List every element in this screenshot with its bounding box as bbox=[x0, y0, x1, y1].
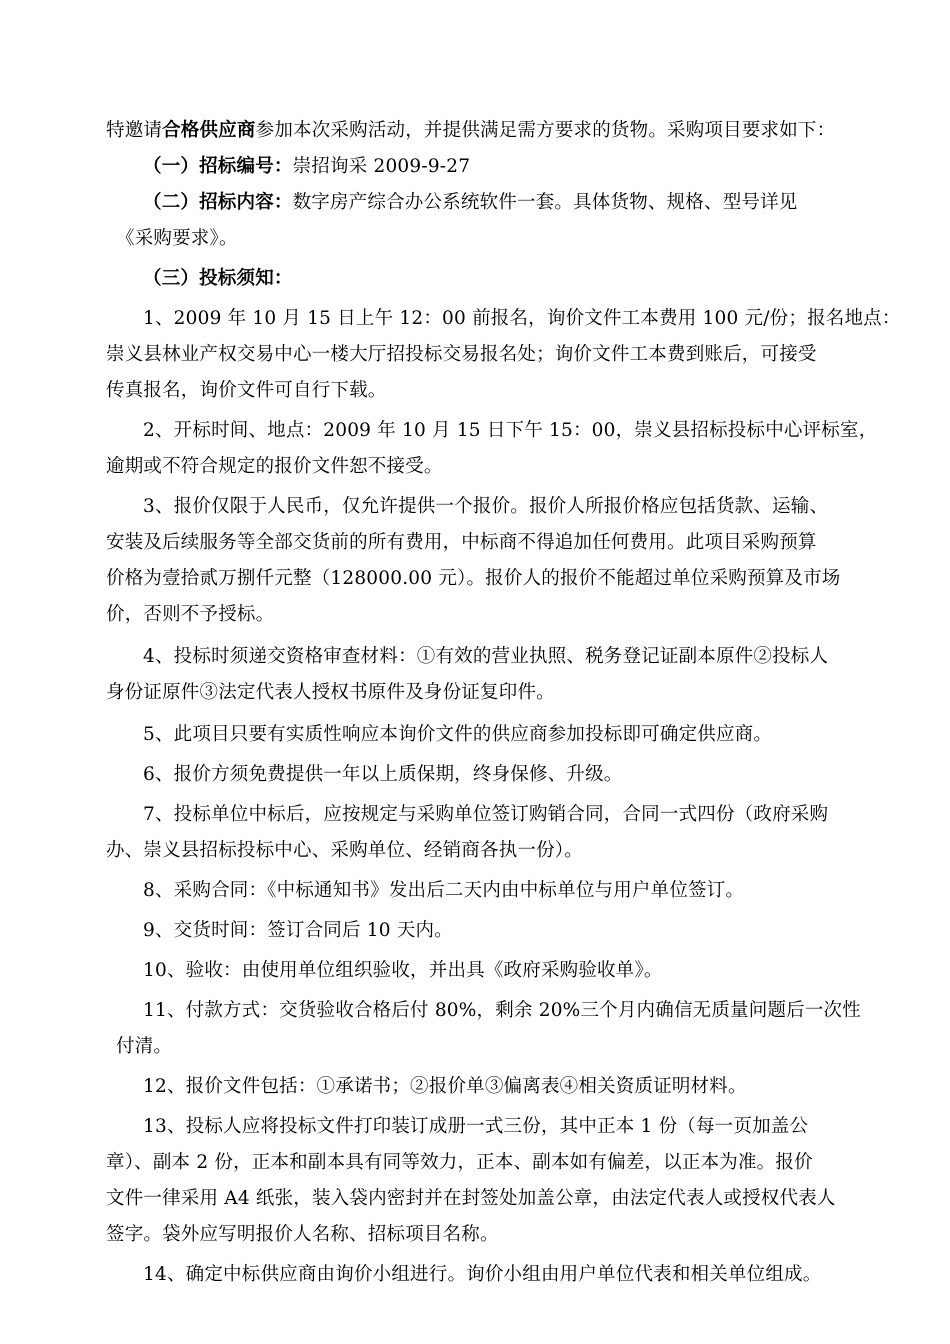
item-4-line-1: 4、投标时须递交资格审查材料：①有效的营业执照、税务登记证副本原件②投标人 bbox=[143, 646, 829, 667]
item-8-line-1: 8、采购合同：《中标通知书》发出后二天内由中标单位与用户单位签订。 bbox=[143, 880, 745, 901]
item-3-line-3: 价格为壹拾贰万捌仟元整（128000.00 元）。报价人的报价不能超过单位采购预算及市场 bbox=[106, 568, 841, 589]
item-11-line-2: 付清。 bbox=[116, 1036, 173, 1057]
intro-text-bold: 合格供应商 bbox=[162, 120, 256, 141]
item-1-line-1: 1、2009 年 10 月 15 日上午 12：00 前报名，询价文件工本费用 100 元/份；报名地点： bbox=[143, 308, 901, 329]
item-3-line-1: 3、报价仅限于人民币，仅允许提供一个报价。报价人所报价格应包括货款、运输、 bbox=[143, 496, 829, 517]
item-3-line-2: 安装及后续服务等全部交货前的所有费用，中标商不得追加任何费用。此项目采购预算 bbox=[106, 532, 817, 553]
item-7-line-2: 办、崇义县招标投标中心、采购单位、经销商各执一份）。 bbox=[106, 840, 583, 861]
item-2-line-2: 逾期或不符合规定的报价文件恕不接受。 bbox=[106, 456, 443, 477]
item-13-line-4: 签字。袋外应写明报价人名称、招标项目名称。 bbox=[106, 1224, 499, 1245]
item-11-line-1: 11、付款方式：交货验收合格后付 80%，剩余 20%三个月内确信无质量问题后一次性 bbox=[143, 1000, 861, 1021]
section-1-value: 崇招询采 2009-9-27 bbox=[292, 156, 471, 177]
section-2-value: 数字房产综合办公系统软件一套。具体货物、规格、型号详见 bbox=[292, 192, 798, 213]
section-1-tender-number bbox=[106, 154, 846, 180]
item-2-line-1: 2、开标时间、地点：2009 年 10 月 15 日下午 15：00，崇义县招标投标中心评标室， bbox=[143, 420, 878, 441]
item-13-line-1: 13、投标人应将投标文件打印装订成册一式三份，其中正本 1 份（每一页加盖公 bbox=[143, 1116, 809, 1137]
intro-text-pre: 特邀请 bbox=[106, 120, 163, 141]
section-3-bid-notice bbox=[106, 266, 846, 292]
item-6-line-1: 6、报价方须免费提供一年以上质保期，终身保修、升级。 bbox=[143, 764, 623, 785]
item-7-line-1: 7、投标单位中标后，应按规定与采购单位签订购销合同，合同一式四份（政府采购 bbox=[143, 804, 829, 825]
document-body bbox=[106, 118, 901, 1288]
item-12-line-1: 12、报价文件包括：①承诺书；②报价单③偏离表④相关资质证明材料。 bbox=[143, 1076, 747, 1097]
section-1-label: （一）招标编号： bbox=[143, 156, 293, 177]
section-3-label: （三）投标须知： bbox=[143, 268, 293, 289]
section-2-value-cont: 《采购要求》。 bbox=[116, 228, 238, 249]
item-1-line-2: 崇义县林业产权交易中心一楼大厅招投标交易报名处；询价文件工本费到账后，可接受 bbox=[106, 344, 817, 365]
item-4-line-2: 身份证原件③法定代表人授权书原件及身份证复印件。 bbox=[106, 682, 555, 703]
item-1-line-3: 传真报名，询价文件可自行下载。 bbox=[106, 380, 387, 401]
item-13-line-2: 章）、副本 2 份，正本和副本具有同等效力，正本、副本如有偏差，以正本为准。报价 bbox=[106, 1152, 813, 1173]
item-13-line-3: 文件一律采用 A4 纸张，装入袋内密封并在封签处加盖公章，由法定代表人或授权代表人 bbox=[106, 1188, 836, 1209]
intro-text-post: 参加本次采购活动，并提供满足需方要求的货物。采购项目要求如下： bbox=[255, 120, 836, 141]
item-10-line-1: 10、验收：由使用单位组织验收，并出具《政府采购验收单》。 bbox=[143, 960, 663, 981]
item-14-line-1: 14、确定中标供应商由询价小组进行。询价小组由用户单位代表和相关单位组成。 bbox=[143, 1264, 822, 1285]
item-5-line-1: 5、此项目只要有实质性响应本询价文件的供应商参加投标即可确定供应商。 bbox=[143, 724, 773, 745]
intro-paragraph bbox=[106, 118, 846, 144]
section-2-label: （二）招标内容： bbox=[143, 192, 293, 213]
section-2-tender-content bbox=[106, 190, 846, 216]
item-3-line-4: 价，否则不予授标。 bbox=[106, 604, 275, 625]
item-9-line-1: 9、交货时间：签订合同后 10 天内。 bbox=[143, 920, 453, 941]
